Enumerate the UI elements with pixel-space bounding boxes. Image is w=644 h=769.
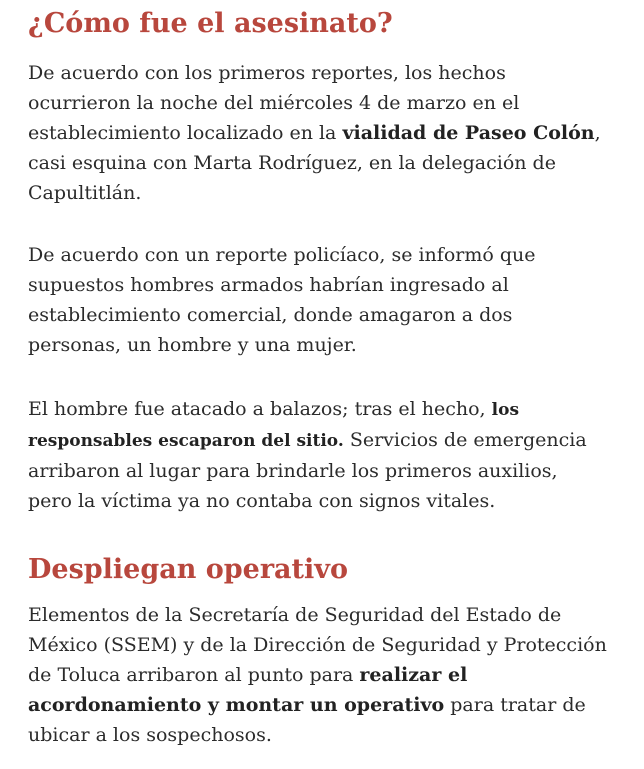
text-line: casi esquina con Marta Rodríguez, en la delegación de <box>28 152 556 174</box>
text-line <box>28 118 601 148</box>
bold-highlight: responsables escaparon del sitio. <box>28 431 344 451</box>
bold-highlight: los <box>491 400 520 420</box>
text-span: para tratar de <box>444 694 586 716</box>
bold-highlight: vialidad de Paseo Colón <box>342 122 595 144</box>
text-line: personas, un hombre y una mujer. <box>28 334 357 356</box>
text-line: Capultitlán. <box>28 182 142 204</box>
bold-highlight: realizar el <box>359 664 468 686</box>
text-line: arribaron al lugar para brindarle los primeros auxilios, <box>28 460 558 482</box>
section-heading-operativo: Despliegan operativo <box>28 554 348 585</box>
text-line: establecimiento comercial, donde amagaron a dos <box>28 304 513 326</box>
text-span: El hombre fue atacado a balazos; tras el hecho, <box>28 398 492 420</box>
text-line <box>28 394 587 425</box>
text-line: De acuerdo con los primeros reportes, los hechos <box>28 62 506 84</box>
text-line: pero la víctima ya no contaba con signos vitales. <box>28 490 496 512</box>
text-line <box>28 660 607 690</box>
text-span: de Toluca arribaron al punto para <box>28 664 360 686</box>
text-line <box>28 425 587 456</box>
paragraph-ataque <box>28 394 587 516</box>
paragraph-reportes <box>28 58 601 208</box>
bold-highlight: acordonamiento y montar un operativo <box>28 694 445 716</box>
text-span: establecimiento localizado en la <box>28 122 343 144</box>
text-span: , <box>594 122 601 144</box>
text-span: Servicios de emergencia <box>343 429 587 451</box>
text-line: De acuerdo con un reporte policíaco, se informó que <box>28 244 536 266</box>
section-heading-asesinato: ¿Cómo fue el asesinato? <box>28 8 393 39</box>
paragraph-operativo <box>28 600 607 750</box>
text-line: supuestos hombres armados habrían ingresado al <box>28 274 509 296</box>
paragraph-reporte-policiaco <box>28 240 536 360</box>
text-line: México (SSEM) y de la Dirección de Seguridad y Protección <box>28 634 607 656</box>
text-line: ubicar a los sospechosos. <box>28 724 272 746</box>
text-line: ocurrieron la noche del miércoles 4 de marzo en el <box>28 92 520 114</box>
text-line <box>28 690 607 720</box>
text-line: Elementos de la Secretaría de Seguridad del Estado de <box>28 604 562 626</box>
